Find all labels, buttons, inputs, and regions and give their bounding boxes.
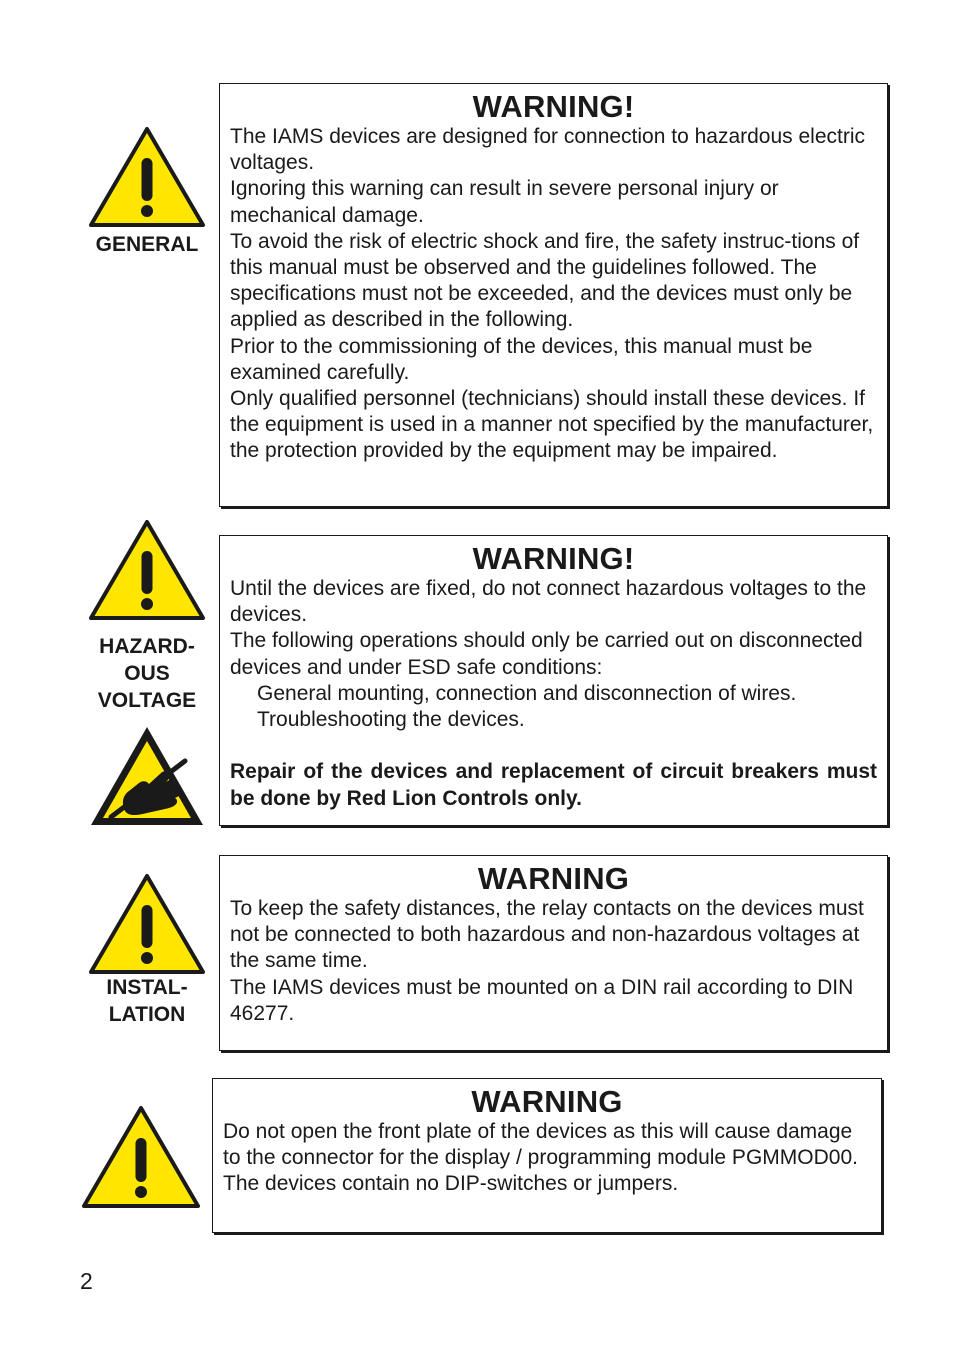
icon-label-hazardous-voltage: HAZARD- OUS VOLTAGE [97,635,197,712]
warning-paragraph: Do not open the front plate of the devices as this will cause damage to the connector for the display / programming module PGMMOD00. The devices contain no DIP-switches or jumpers. [223,1120,858,1196]
warning-paragraph: The following operations should only be carried out on disconnected devices and under ESD safe conditions: [230,629,863,679]
warning-paragraph: Ignoring this warning can result in severe personal injury or mechanical damage. [230,177,779,227]
warning-paragraph: Until the devices are fixed, do not connect hazardous voltages to the devices. [230,577,867,627]
warning-bold-note: Repair of the devices and replacement of circuit breakers must be done by Red Lion Controls only. [230,760,877,810]
warning-list-item: Troubleshooting the devices. [257,708,525,732]
warning-title: WARNING [477,861,630,896]
warning-triangle-icon [81,1105,201,1209]
warning-box-front-plate [212,1078,882,1233]
page-number: 2 [80,1268,93,1294]
spacer [230,733,877,759]
esd-sensitive-icon [89,725,205,827]
warning-box-hazardous-voltage [219,535,888,826]
installation-warning-triangle-icon [88,873,206,975]
warning-title: WARNING [471,1084,623,1119]
warning-paragraph: To avoid the risk of electric shock and fire, the safety instruc-tions of this manual must be observed and the guidelines followed. The specifications must not be exceeded, and the devices must only be applied as described in the following. [230,229,860,332]
hazardous-voltage-triangle-icon [88,519,206,621]
icon-label-general: GENERAL [95,233,199,256]
warning-paragraph: To keep the safety distances, the relay contacts on the devices must not be connected to both hazardous and non-hazardous voltages at the same time. [230,897,864,973]
warning-title: WARNING! [472,89,635,124]
warning-box-installation [219,855,888,1051]
warning-paragraph: The IAMS devices must be mounted on a DIN rail according to DIN 46277. [230,975,854,1025]
warning-title: WARNING! [472,541,635,576]
warning-box-general [219,83,888,507]
icon-label-installation: INSTAL- LATION [106,976,188,1026]
warning-paragraph: The IAMS devices are designed for connection to hazardous electric voltages. [230,125,866,175]
general-warning-triangle-icon [88,126,206,228]
warning-paragraph: Only qualified personnel (technicians) should install these devices. If the equipment is used in a manner not specified by the manufacturer, the protection provided by the equipment may be impaired. [230,387,874,463]
warning-list-item: General mounting, connection and disconnection of wires. [257,681,797,705]
warning-paragraph: Prior to the commissioning of the devices, this manual must be examined carefully. [230,334,813,384]
